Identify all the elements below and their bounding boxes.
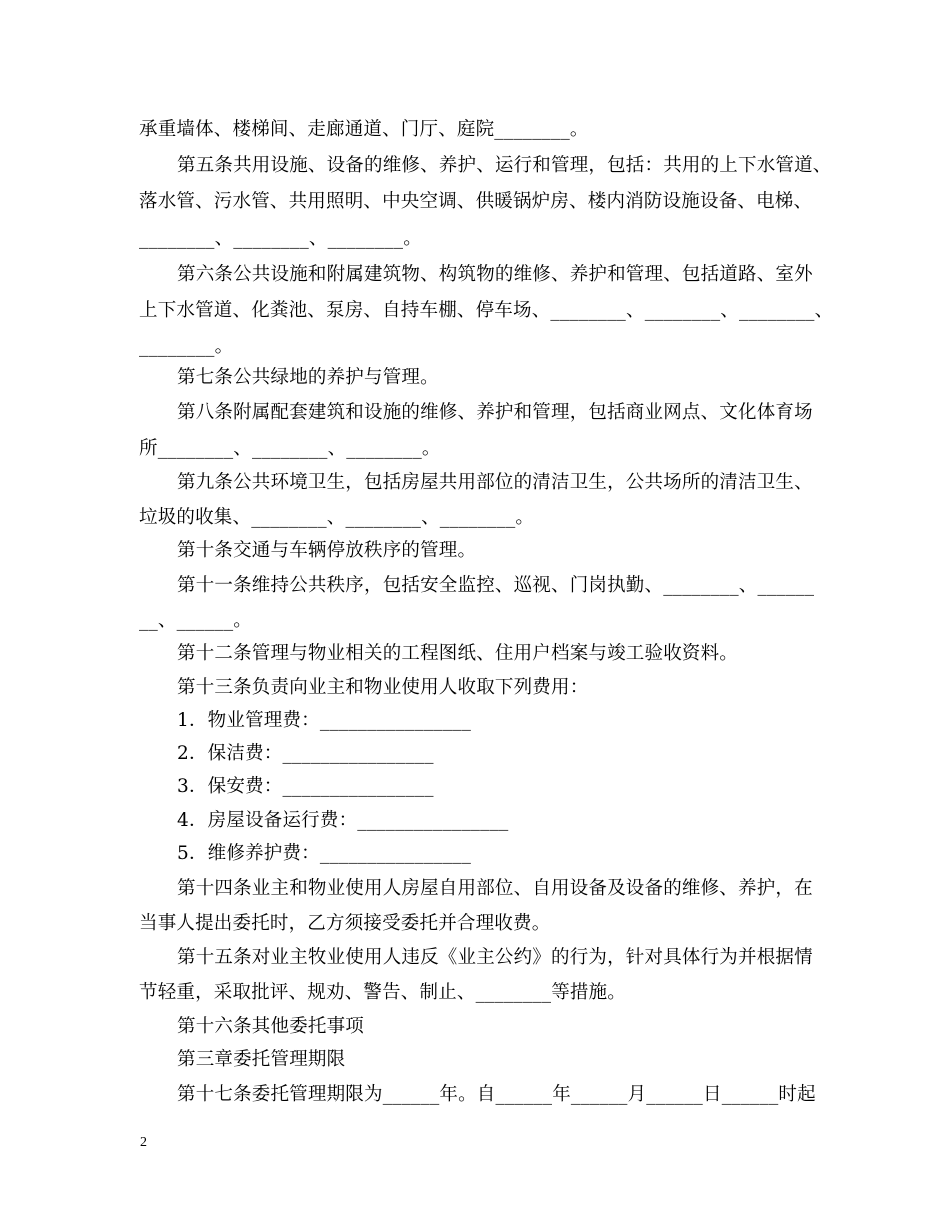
text-line: 第十二条管理与物业相关的工程图纸、住用户档案与竣工验收资料。 (177, 643, 739, 664)
fee-item: 3．保安费：________________ (177, 776, 434, 797)
text-line: 第十六条其他委托事项 (177, 1016, 365, 1037)
text-line: 落水管、污水管、共用照明、中央空调、供暖锅炉房、楼内消防设施设备、电梯、 (139, 191, 813, 212)
text-line: 第十五条对业主牧业使用人违反《业主公约》的行为，针对具体行为并根据情 (177, 947, 813, 968)
fee-item: 5．维修养护费：________________ (177, 843, 472, 864)
chapter-heading: 第三章委托管理期限 (177, 1049, 346, 1070)
text-line: ________。 (139, 336, 234, 357)
text-line: ________、________、________。 (139, 228, 422, 249)
text-line: 第九条公共环境卫生，包括房屋共用部位的清洁卫生，公共场所的清洁卫生、 (177, 472, 813, 493)
text-line: 承重墙体、楼梯间、走廊通道、门厅、庭院________。 (139, 119, 589, 140)
text-line: 节轻重，采取批评、规劝、警告、制止、________等措施。 (139, 982, 627, 1003)
text-line: 上下水管道、化粪池、泵房、自持车棚、停车场、________、________、________、 (139, 300, 834, 321)
text-line: 第七条公共绿地的养护与管理。 (177, 367, 439, 388)
text-line: 第五条共用设施、设备的维修、养护、运行和管理，包括：共用的上下水管道、 (177, 155, 832, 176)
text-line: 第十四条业主和物业使用人房屋自用部位、自用设备及设备的维修、养护，在 (177, 878, 813, 899)
fee-item: 4．房屋设备运行费：________________ (177, 810, 509, 831)
text-line: 第十一条维持公共秩序，包括安全监控、巡视、门岗执勤、________、______ (177, 575, 815, 596)
text-line: __、______。 (139, 610, 253, 631)
text-line: 第十三条负责向业主和物业使用人收取下列费用： (177, 677, 589, 698)
text-line: 当事人提出委托时，乙方须接受委托并合理收费。 (139, 913, 551, 934)
fee-item: 1．物业管理费：________________ (177, 710, 472, 731)
text-line: 第十七条委托管理期限为______年。自______年______月______日______时起 (177, 1084, 816, 1105)
text-line: 第八条附属配套建筑和设施的维修、养护和管理，包括商业网点、文化体育场 (177, 402, 813, 423)
text-line: 垃圾的收集、________、________、________。 (139, 507, 535, 528)
fee-item: 2．保洁费：________________ (177, 743, 434, 764)
text-line: 第十条交通与车辆停放秩序的管理。 (177, 540, 477, 561)
page-number: 2 (140, 1135, 147, 1150)
text-line: 第六条公共设施和附属建筑物、构筑物的维修、养护和管理、包括道路、室外 (177, 264, 813, 285)
text-line: 所________、________、________。 (139, 438, 441, 459)
